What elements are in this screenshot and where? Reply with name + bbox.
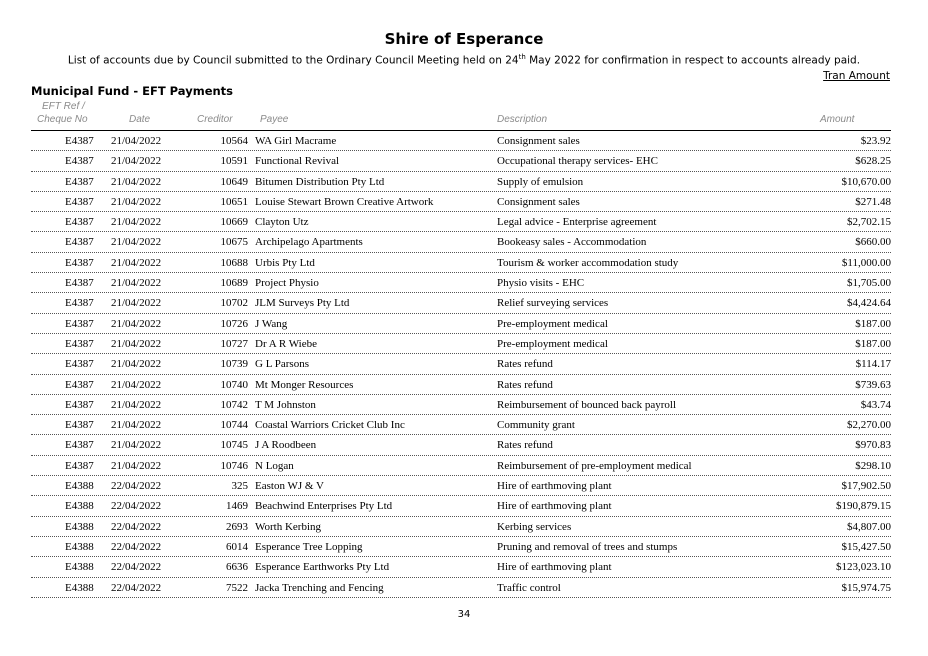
date-cell: 21/04/2022 <box>111 358 162 371</box>
column-header-ref-line2: Cheque No <box>37 114 88 125</box>
table-row <box>31 212 891 232</box>
creditor-cell: 10745 <box>220 439 248 452</box>
description-cell: Reimbursement of bounced back payroll <box>497 398 677 411</box>
description-cell: Rates refund <box>497 378 553 391</box>
eft-ref-cell: E4387 <box>65 419 94 432</box>
payee-cell: Easton WJ & V <box>255 480 324 493</box>
eft-ref-cell: E4387 <box>65 175 94 188</box>
eft-ref-cell: E4388 <box>65 500 94 513</box>
creditor-cell: 10649 <box>220 175 248 188</box>
table-row <box>31 456 891 476</box>
description-cell: Bookeasy sales - Accommodation <box>497 236 647 249</box>
description-cell: Legal advice - Enterprise agreement <box>497 216 657 229</box>
date-cell: 21/04/2022 <box>111 155 162 168</box>
eft-ref-cell: E4387 <box>65 459 94 472</box>
section-title: Municipal Fund - EFT Payments <box>31 84 234 98</box>
payee-cell: Jacka Trenching and Fencing <box>255 581 384 594</box>
eft-ref-cell: E4387 <box>65 317 94 330</box>
table-row <box>31 172 891 192</box>
date-cell: 22/04/2022 <box>111 561 162 574</box>
date-cell: 21/04/2022 <box>111 277 162 290</box>
table-row <box>31 578 891 598</box>
creditor-cell: 10727 <box>220 337 248 350</box>
eft-ref-cell: E4387 <box>65 135 94 147</box>
table-row <box>31 151 891 171</box>
table-row <box>31 395 891 415</box>
eft-ref-cell: E4388 <box>65 581 94 594</box>
date-cell: 21/04/2022 <box>111 459 162 472</box>
table-row <box>31 192 891 212</box>
eft-ref-cell: E4387 <box>65 216 94 229</box>
table-row <box>31 517 891 537</box>
creditor-cell: 10688 <box>220 256 248 269</box>
eft-ref-cell: E4387 <box>65 439 94 452</box>
creditor-cell: 10669 <box>220 216 248 229</box>
amount-cell: $4,807.00 <box>847 520 891 533</box>
eft-ref-cell: E4387 <box>65 256 94 269</box>
column-header-payee: Payee <box>260 114 289 125</box>
creditor-cell: 10651 <box>220 195 248 208</box>
creditor-cell: 1469 <box>226 500 248 513</box>
creditor-cell: 10591 <box>220 155 248 168</box>
description-cell: Hire of earthmoving plant <box>497 500 612 513</box>
creditor-cell: 6014 <box>226 540 248 553</box>
eft-ref-cell: E4387 <box>65 398 94 411</box>
amount-cell: $739.63 <box>855 378 891 391</box>
payee-cell: WA Girl Macrame <box>255 135 337 147</box>
amount-cell: $970.83 <box>855 439 891 452</box>
date-cell: 21/04/2022 <box>111 256 162 269</box>
description-cell: Reimbursement of pre-employment medical <box>497 459 692 472</box>
description-cell: Rates refund <box>497 358 553 371</box>
description-cell: Supply of emulsion <box>497 175 584 188</box>
column-header-amount: Amount <box>820 114 855 125</box>
payee-cell: J A Roodbeen <box>255 439 317 452</box>
eft-ref-cell: E4388 <box>65 540 94 553</box>
payee-cell: Urbis Pty Ltd <box>255 256 315 269</box>
date-cell: 21/04/2022 <box>111 337 162 350</box>
creditor-cell: 325 <box>231 480 248 493</box>
table-row <box>31 375 891 395</box>
date-cell: 21/04/2022 <box>111 195 162 208</box>
eft-ref-cell: E4388 <box>65 480 94 493</box>
creditor-cell: 10689 <box>220 277 248 290</box>
description-cell: Occupational therapy services- EHC <box>497 155 658 168</box>
amount-cell: $660.00 <box>855 236 891 249</box>
tran-amount-label: Tran Amount <box>823 70 890 82</box>
date-cell: 22/04/2022 <box>111 480 162 493</box>
payee-cell: Functional Revival <box>255 155 340 168</box>
page-number: 34 <box>457 609 471 620</box>
description-cell: Tourism & worker accommodation study <box>497 256 679 269</box>
table-row <box>31 253 891 273</box>
date-cell: 21/04/2022 <box>111 439 162 452</box>
creditor-cell: 10675 <box>220 236 248 249</box>
payee-cell: Beachwind Enterprises Pty Ltd <box>255 500 393 513</box>
description-cell: Pre-employment medical <box>497 337 608 350</box>
eft-ref-cell: E4387 <box>65 155 94 168</box>
table-row <box>31 476 891 496</box>
creditor-cell: 10702 <box>220 297 248 310</box>
payee-cell: Worth Kerbing <box>255 520 322 533</box>
amount-cell: $271.48 <box>855 195 891 208</box>
payee-cell: Mt Monger Resources <box>255 378 354 391</box>
amount-cell: $187.00 <box>855 337 891 350</box>
description-cell: Pruning and removal of trees and stumps <box>497 540 678 553</box>
payee-cell: J Wang <box>255 317 288 330</box>
amount-cell: $628.25 <box>855 155 891 168</box>
eft-ref-cell: E4388 <box>65 520 94 533</box>
table-row <box>31 557 891 577</box>
amount-cell: $1,705.00 <box>847 277 891 290</box>
payee-cell: Esperance Earthworks Pty Ltd <box>255 561 390 574</box>
table-row <box>31 354 891 374</box>
date-cell: 22/04/2022 <box>111 581 162 594</box>
creditor-cell: 10744 <box>220 419 248 432</box>
amount-cell: $4,424.64 <box>847 297 891 310</box>
date-cell: 22/04/2022 <box>111 520 162 533</box>
description-cell: Pre-employment medical <box>497 317 608 330</box>
creditor-cell: 7522 <box>226 581 248 594</box>
creditor-cell: 10746 <box>220 459 248 472</box>
description-cell: Physio visits - EHC <box>497 277 585 290</box>
column-header-date: Date <box>129 114 151 125</box>
payments-table-body <box>31 131 891 598</box>
table-row <box>31 334 891 354</box>
description-cell: Consignment sales <box>497 135 580 147</box>
table-row <box>31 314 891 334</box>
date-cell: 21/04/2022 <box>111 297 162 310</box>
description-cell: Consignment sales <box>497 195 580 208</box>
payee-cell: Project Physio <box>255 277 319 290</box>
date-cell: 21/04/2022 <box>111 216 162 229</box>
amount-cell: $17,902.50 <box>841 480 891 493</box>
description-cell: Rates refund <box>497 439 553 452</box>
amount-cell: $23.92 <box>860 135 891 147</box>
payee-cell: Louise Stewart Brown Creative Artwork <box>255 195 434 208</box>
payee-cell: Archipelago Apartments <box>255 236 363 249</box>
payee-cell: JLM Surveys Pty Ltd <box>255 297 350 310</box>
column-header-creditor: Creditor <box>197 114 233 125</box>
amount-cell: $2,702.15 <box>847 216 891 229</box>
payee-cell: Coastal Warriors Cricket Club Inc <box>255 419 405 432</box>
description-cell: Traffic control <box>497 581 561 594</box>
date-cell: 21/04/2022 <box>111 398 162 411</box>
creditor-cell: 10739 <box>220 358 248 371</box>
table-row <box>31 131 891 151</box>
eft-ref-cell: E4387 <box>65 277 94 290</box>
table-row <box>31 415 891 435</box>
amount-cell: $15,427.50 <box>841 540 891 553</box>
payee-cell: Clayton Utz <box>255 216 309 229</box>
date-cell: 22/04/2022 <box>111 500 162 513</box>
eft-ref-cell: E4387 <box>65 337 94 350</box>
eft-ref-cell: E4387 <box>65 378 94 391</box>
description-cell: Community grant <box>497 419 575 432</box>
creditor-cell: 10564 <box>220 135 248 147</box>
subtitle-ordinal-suffix: th <box>518 53 526 61</box>
description-cell: Kerbing services <box>497 520 572 533</box>
creditor-cell: 10726 <box>220 317 248 330</box>
eft-ref-cell: E4387 <box>65 297 94 310</box>
subtitle-text-start: List of accounts due by Council submitted to the Ordinary Council Meeting held on 24 <box>67 54 519 67</box>
amount-cell: $10,670.00 <box>841 175 891 188</box>
payee-cell: Dr A R Wiebe <box>255 337 317 350</box>
creditor-cell: 10742 <box>220 398 248 411</box>
amount-cell: $114.17 <box>855 358 891 371</box>
date-cell: 21/04/2022 <box>111 419 162 432</box>
payee-cell: Esperance Tree Lopping <box>255 540 363 553</box>
amount-cell: $11,000.00 <box>841 256 891 269</box>
description-cell: Hire of earthmoving plant <box>497 561 612 574</box>
amount-cell: $190,879.15 <box>836 500 891 513</box>
amount-cell: $123,023.10 <box>836 561 891 574</box>
table-row <box>31 273 891 293</box>
eft-ref-cell: E4387 <box>65 358 94 371</box>
date-cell: 21/04/2022 <box>111 175 162 188</box>
amount-cell: $2,270.00 <box>847 419 891 432</box>
eft-ref-cell: E4388 <box>65 561 94 574</box>
date-cell: 21/04/2022 <box>111 378 162 391</box>
date-cell: 21/04/2022 <box>111 135 162 147</box>
payee-cell: T M Johnston <box>255 398 316 411</box>
amount-cell: $43.74 <box>860 398 891 411</box>
document-subtitle <box>0 53 928 67</box>
payee-cell: N Logan <box>255 459 294 472</box>
creditor-cell: 6636 <box>226 561 248 574</box>
eft-ref-cell: E4387 <box>65 195 94 208</box>
creditor-cell: 10740 <box>220 378 248 391</box>
column-header-description: Description <box>497 114 548 125</box>
table-row <box>31 232 891 252</box>
creditor-cell: 2693 <box>226 520 248 533</box>
eft-ref-cell: E4387 <box>65 236 94 249</box>
date-cell: 21/04/2022 <box>111 236 162 249</box>
date-cell: 22/04/2022 <box>111 540 162 553</box>
amount-cell: $187.00 <box>855 317 891 330</box>
amount-cell: $298.10 <box>855 459 891 472</box>
payee-cell: G L Parsons <box>255 358 309 371</box>
description-cell: Relief surveying services <box>497 297 609 310</box>
amount-cell: $15,974.75 <box>841 581 891 594</box>
payee-cell: Bitumen Distribution Pty Ltd <box>255 175 385 188</box>
description-cell: Hire of earthmoving plant <box>497 480 612 493</box>
date-cell: 21/04/2022 <box>111 317 162 330</box>
document-title: Shire of Esperance <box>384 30 544 48</box>
column-header-ref-line1: EFT Ref / <box>42 101 85 112</box>
subtitle-text-end: May 2022 for confirmation in respect to accounts already paid. <box>525 54 861 67</box>
table-row <box>31 435 891 455</box>
table-row <box>31 537 891 557</box>
table-row <box>31 293 891 313</box>
table-row <box>31 496 891 516</box>
